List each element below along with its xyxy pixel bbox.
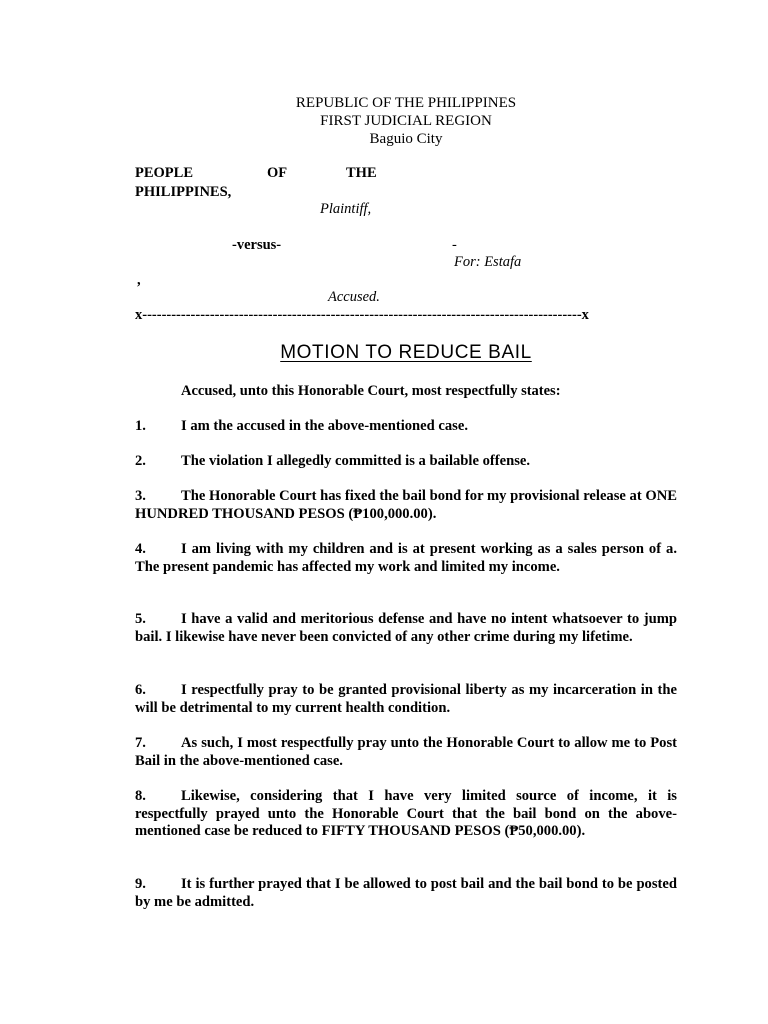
- accused-role: Accused.: [328, 289, 380, 305]
- paragraph-8: [135, 788, 677, 841]
- paragraph-4: [135, 541, 677, 576]
- caption-separator: x-------------------------------------------------------------------------------------------x: [135, 307, 589, 323]
- paragraph-text: I have a valid and meritorious defense and have no intent whatsoever to jump bail. I likewise have never been convicted of any other crime during my lifetime.: [135, 611, 677, 645]
- paragraph-number: 8.: [135, 788, 146, 804]
- paragraph-number: 4.: [135, 541, 146, 557]
- header-city: Baguio City: [369, 131, 443, 147]
- document-title: [0, 342, 768, 364]
- paragraph-number: 5.: [135, 611, 146, 627]
- paragraph-1: [135, 418, 677, 436]
- paragraph-2: [135, 453, 677, 471]
- document-title-text: MOTION TO REDUCE BAIL: [280, 342, 532, 363]
- paragraph-number: 1.: [135, 418, 146, 434]
- plaintiff-role: Plaintiff,: [320, 201, 372, 217]
- paragraph-text: As such, I most respectfully pray unto the Honorable Court to allow me to Post Bail in the above-mentioned case.: [135, 735, 677, 769]
- case-type: For: Estafa: [454, 254, 522, 270]
- plaintiff-word-people: PEOPLE: [135, 165, 194, 181]
- paragraph-number: 3.: [135, 488, 146, 504]
- paragraph-5: [135, 611, 677, 646]
- paragraph-text: The violation I allegedly committed is a bailable offense.: [181, 453, 531, 469]
- plaintiff-word-of: OF: [267, 165, 288, 181]
- paragraph-9: [135, 876, 677, 911]
- paragraph-7: [135, 735, 677, 770]
- plaintiff-name-line2: PHILIPPINES,: [135, 184, 232, 200]
- paragraph-number: 9.: [135, 876, 146, 892]
- paragraph-3: [135, 488, 677, 523]
- paragraph-text: The Honorable Court has fixed the bail bond for my provisional release at ONE HUNDRED THOUSAND PESOS (₱100,000.00).: [135, 488, 677, 522]
- paragraph-text: I respectfully pray to be granted provisional liberty as my incarceration in the will be detrimental to my current health condition.: [135, 682, 677, 716]
- header-republic: REPUBLIC OF THE PHILIPPINES: [295, 95, 517, 111]
- plaintiff-word-the: THE: [346, 165, 377, 181]
- paragraph-text: It is further prayed that I be allowed to post bail and the bail bond to be posted by me be admitted.: [135, 876, 677, 910]
- intro-statement: Accused, unto this Honorable Court, most respectfully states:: [181, 383, 561, 399]
- paragraph-number: 2.: [135, 453, 146, 469]
- versus-label: -versus-: [232, 237, 282, 253]
- paragraph-number: 6.: [135, 682, 146, 698]
- paragraph-number: 7.: [135, 735, 146, 751]
- paragraph-text: Likewise, considering that I have very limited source of income, it is respectfully prayed unto the Honorable Court that the bail bond on the above-mentioned case be reduced to FIFTY THOUSAND PESOS (₱50,000.00).: [135, 788, 677, 839]
- paragraph-text: I am the accused in the above-mentioned case.: [181, 418, 468, 434]
- paragraph-text: I am living with my children and is at present working as a sales person of a. The present pandemic has affected my work and limited my income.: [135, 541, 677, 575]
- accused-name-comma: ,: [137, 272, 141, 288]
- header-region: FIRST JUDICIAL REGION: [320, 113, 492, 129]
- case-number-dash: -: [452, 237, 457, 253]
- paragraph-6: [135, 682, 677, 717]
